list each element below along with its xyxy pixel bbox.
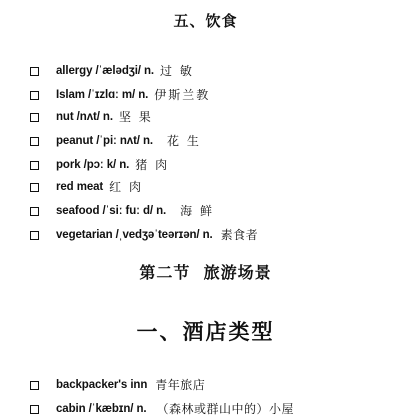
vocab-meaning: 素食者 (220, 228, 259, 242)
vocab-item (30, 226, 258, 244)
vocab-term: peanut /ˈpiː nʌt/ n. (56, 135, 154, 147)
vocab-item (30, 86, 210, 104)
vocab-meaning: （森林或群山中的）小屋 (156, 402, 295, 416)
vocab-meaning: 过 敏 (160, 64, 194, 78)
vocab-meaning: 猪 肉 (135, 158, 170, 172)
vocab-meaning: 伊斯兰教 (154, 88, 211, 102)
vocab-meaning: 红 肉 (109, 180, 143, 194)
vocab-term: nut /nʌt/ n. (56, 111, 113, 123)
checkbox[interactable] (30, 183, 39, 192)
vocab-term: cabin /ˈkæbɪn/ n. (56, 403, 147, 415)
checkbox[interactable] (30, 231, 39, 240)
checkbox[interactable] (30, 207, 39, 216)
subsection-title: 五、饮食 (173, 12, 238, 30)
vocab-item (30, 400, 294, 418)
vocab-item (30, 132, 201, 150)
checkbox[interactable] (30, 405, 39, 414)
vocab-term: allergy /ˈælədʒi/ n. (56, 65, 154, 77)
vocab-term: red meat (56, 181, 104, 193)
checkbox[interactable] (30, 161, 39, 170)
vocab-meaning: 花 生 (167, 134, 201, 148)
chapter-title: 一、酒店类型 (136, 320, 275, 344)
vocab-item (30, 202, 214, 220)
vocab-term: pork /pɔː k/ n. (56, 159, 130, 171)
vocab-item (30, 178, 143, 196)
vocab-term: backpacker's inn (56, 379, 148, 391)
vocab-meaning: 海 鲜 (180, 204, 214, 218)
vocab-meaning: 坚 果 (118, 110, 153, 124)
vocab-item (30, 376, 205, 394)
section-title: 第二节 旅游场景 (139, 263, 272, 282)
vocab-term: vegetarian /ˌvedʒəˈteərɪən/ n. (56, 229, 213, 241)
checkbox[interactable] (30, 91, 39, 100)
vocab-item (30, 62, 194, 80)
checkbox[interactable] (30, 381, 39, 390)
vocab-item (30, 108, 153, 126)
checkbox[interactable] (30, 137, 39, 146)
checkbox[interactable] (30, 113, 39, 122)
vocab-term: seafood /ˈsiː fuː d/ n. (56, 205, 167, 217)
checkbox[interactable] (30, 67, 39, 76)
vocab-item (30, 156, 169, 174)
vocab-term: Islam /ˈɪzlɑː m/ n. (56, 89, 149, 101)
vocab-meaning: 青年旅店 (155, 378, 206, 392)
